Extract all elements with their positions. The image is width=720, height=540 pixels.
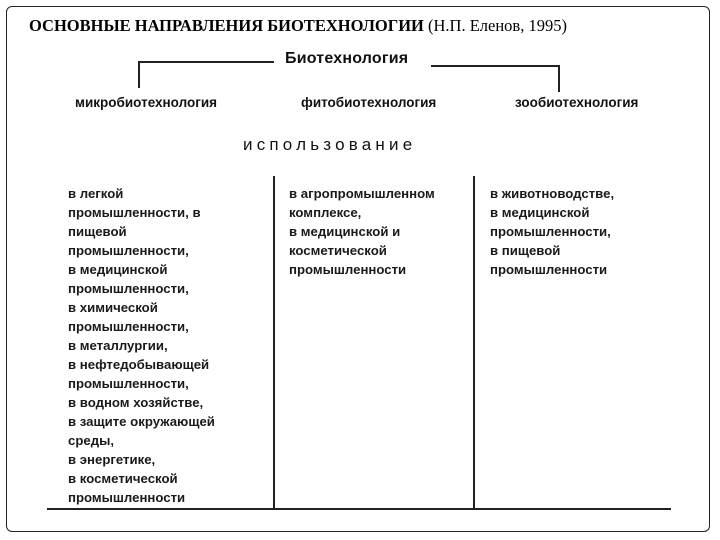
connector-left-vertical xyxy=(138,61,140,88)
list-item: в водном хозяйстве, xyxy=(68,395,204,410)
list-item: в защите окружающей xyxy=(68,414,215,429)
list-item: в пищевой xyxy=(490,243,561,258)
list-item: косметической xyxy=(289,243,387,258)
list-item: промышленности xyxy=(490,262,608,277)
column-phytobiotechnology-uses xyxy=(289,184,435,279)
list-item: среды, xyxy=(68,433,115,448)
list-item: комплексе, xyxy=(289,205,362,220)
list-item: в медицинской xyxy=(68,262,168,277)
list-item: промышленности, xyxy=(68,319,189,334)
list-item: промышленности, xyxy=(68,281,189,296)
list-item: промышленности, в xyxy=(68,205,201,220)
list-item: пищевой xyxy=(68,224,127,239)
baseline xyxy=(47,508,671,510)
list-item: промышленности xyxy=(68,490,186,505)
list-item: в металлургии, xyxy=(68,338,168,353)
list-item: в легкой xyxy=(68,186,124,201)
list-item: промышленности, xyxy=(490,224,611,239)
list-item: в химической xyxy=(68,300,158,315)
list-item: промышленности, xyxy=(68,243,189,258)
list-item: промышленности, xyxy=(68,376,189,391)
list-item: промышленности xyxy=(289,262,407,277)
column-zoobiotechnology-uses xyxy=(490,184,614,279)
connector-right-vertical xyxy=(558,65,560,92)
branch-zoobiotechnology: зообиотехнология xyxy=(515,95,639,110)
connector-right-horizontal xyxy=(431,65,559,67)
list-item: в энергетике, xyxy=(68,452,156,467)
usage-label: использование xyxy=(243,135,417,154)
column-microbiotechnology-uses xyxy=(68,184,215,507)
column-divider-left xyxy=(273,176,275,508)
branch-microbiotechnology: микробиотехнология xyxy=(75,95,218,110)
list-item: в косметической xyxy=(68,471,178,486)
root-node: Биотехнология xyxy=(285,50,409,67)
list-item: в медицинской xyxy=(490,205,590,220)
branch-phytobiotechnology: фитобиотехнология xyxy=(301,95,437,110)
list-item: в нефтедобывающей xyxy=(68,357,210,372)
title-citation: (Н.П. Еленов, 1995) xyxy=(423,16,567,35)
title-main: ОСНОВНЫЕ НАПРАВЛЕНИЯ БИОТЕХНОЛОГИИ xyxy=(29,16,424,35)
list-item: в медицинской и xyxy=(289,224,401,239)
column-divider-right xyxy=(473,176,475,508)
slide-title xyxy=(29,16,567,36)
list-item: в животноводстве, xyxy=(490,186,615,201)
list-item: в агропромышленном xyxy=(289,186,435,201)
connector-left-horizontal xyxy=(138,61,274,63)
